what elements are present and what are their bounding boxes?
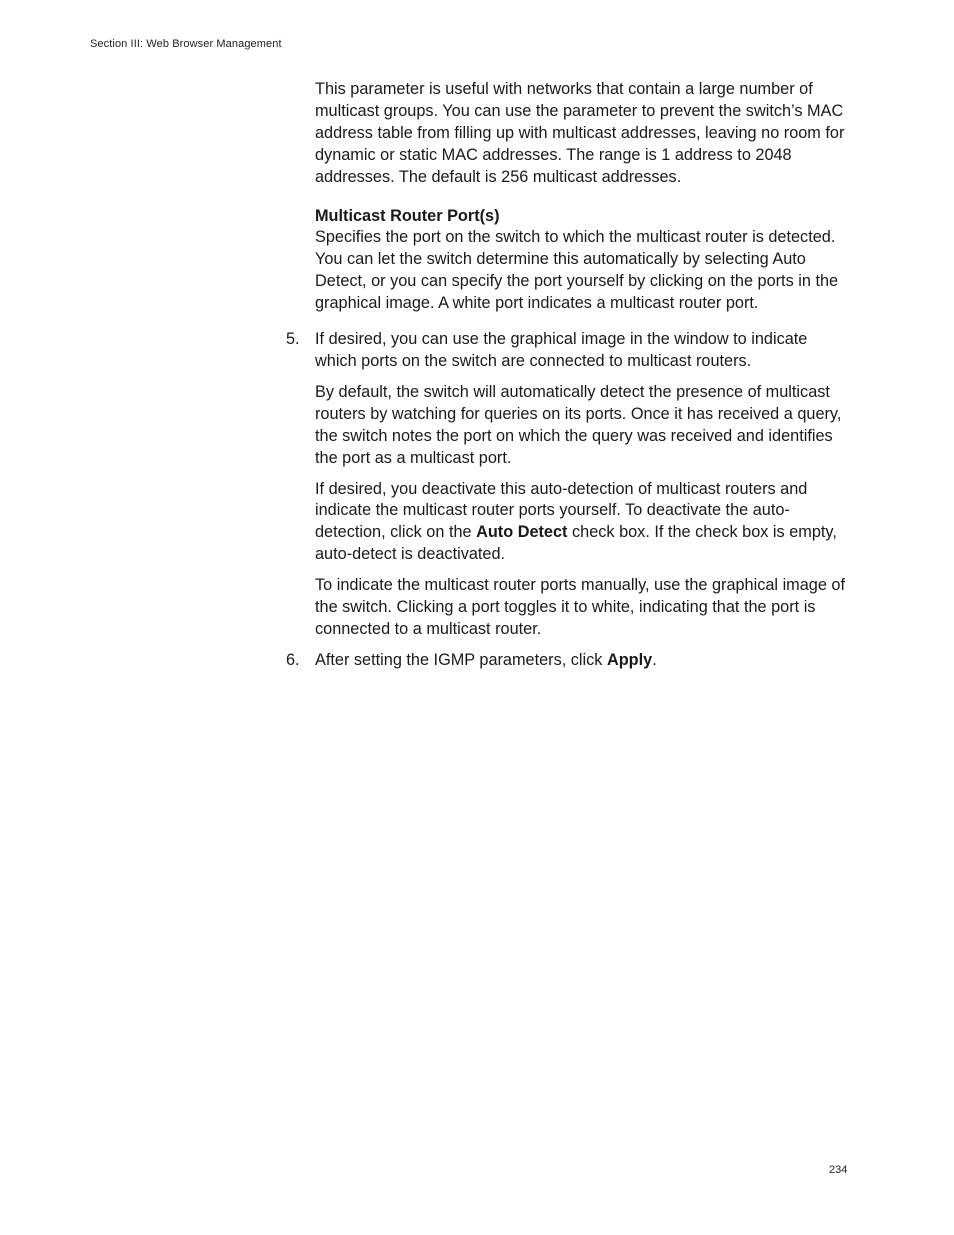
step-5-default-paragraph: By default, the switch will automatically detect the presence of multicast routers by watching for queries on its ports. Once it has received a query, the switch notes the port on which the query was received and identifies the port as a multicast port. <box>315 382 842 467</box>
step-5-deactivate-paragraph <box>315 479 850 567</box>
step-6-number: 6. <box>286 650 300 669</box>
step-5-text: If desired, you can use the graphical image in the window to indicate which ports on the switch are connected to multicast routers. <box>315 330 808 370</box>
step-5 <box>286 329 850 373</box>
step-5-manual-paragraph: To indicate the multicast router ports manually, use the graphical image of the switch. Clicking a port toggles it to white, indicating that the port is connected to a multicast router. <box>315 576 846 638</box>
intro-paragraph: This parameter is useful with networks that contain a large number of multicast groups. You can use the parameter to prevent the switch’s MAC address table from filling up with multicast addresses, leaving no room for dynamic or static MAC addresses. The range is 1 address to 2048 addresses. The default is 256 multicast addresses. <box>315 80 845 186</box>
page-number: 234 <box>829 1164 848 1176</box>
deactivate-text-start: If desired, you deactivate this auto-detection of multicast routers and indicate the multicast router ports yourself. To deactivate the auto-detection, click on the <box>315 479 808 542</box>
apply-term: Apply <box>606 650 653 669</box>
running-header: Section III: Web Browser Management <box>90 38 282 50</box>
step-6-text <box>315 650 850 672</box>
deactivate-text-end: check box. If the check box is empty, auto-detect is deactivated. <box>315 523 837 564</box>
router-port-heading: Multicast Router Port(s) <box>315 206 500 225</box>
step-6-text-end: . <box>652 650 657 669</box>
step-5-number: 5. <box>286 330 300 349</box>
step-6-text-start: After setting the IGMP parameters, click <box>315 650 607 669</box>
step-6 <box>286 650 850 672</box>
page-content <box>286 79 850 672</box>
router-port-description: Specifies the port on the switch to which the multicast router is detected. You can let the switch determine this automatically by selecting Auto Detect, or you can specify the port yourself by clicking on the ports in the graphical image. A white port indicates a multicast router port. <box>315 228 839 313</box>
auto-detect-term: Auto Detect <box>476 523 568 542</box>
